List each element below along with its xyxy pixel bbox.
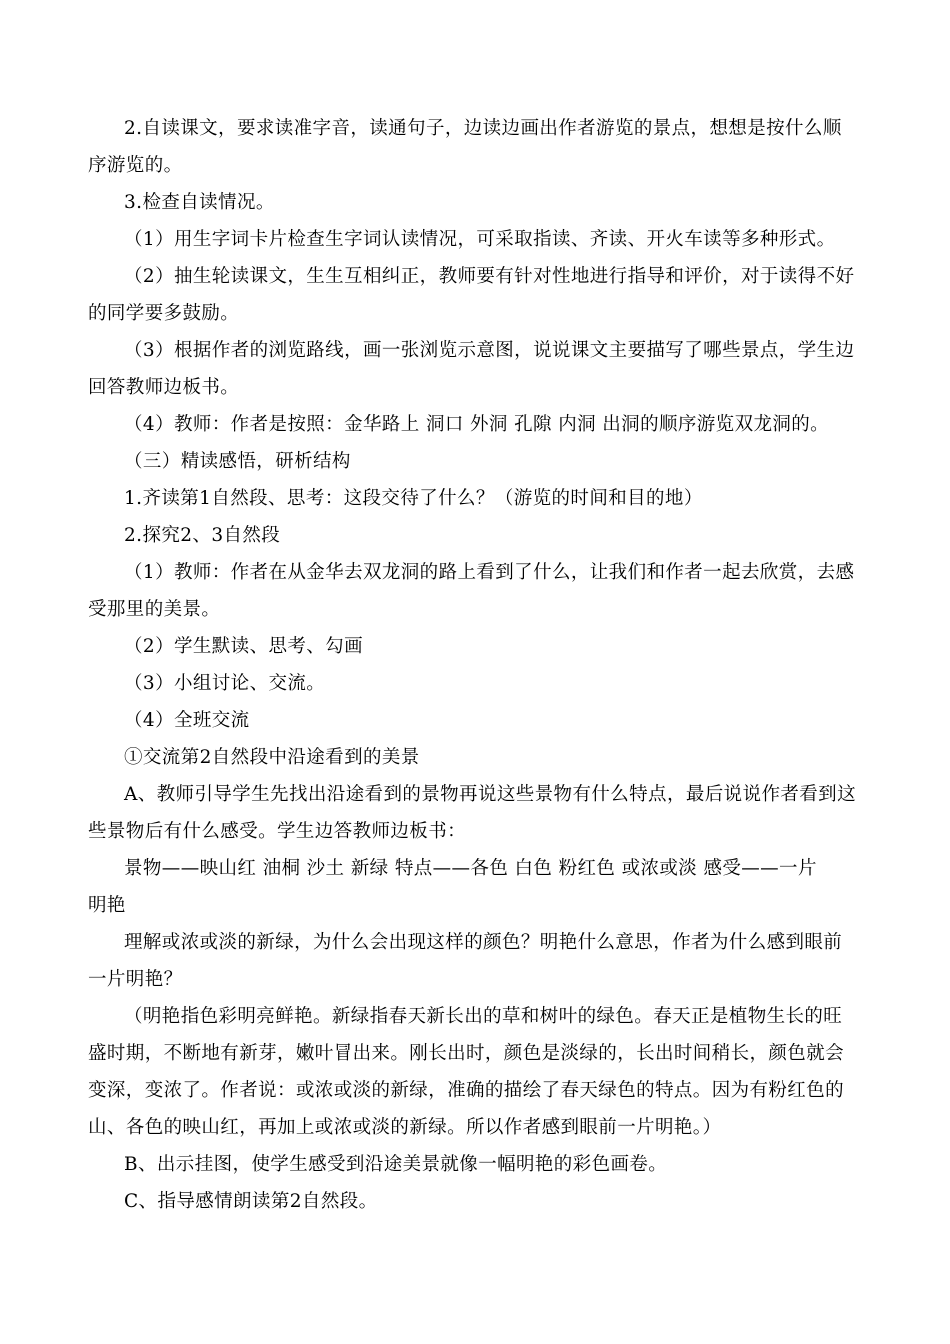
text-line: A、教师引导学生先找出沿途看到的景物再说这些景物有什么特点，最后说说作者看到这 <box>124 784 856 805</box>
text-line: （3）根据作者的浏览路线，画一张浏览示意图，说说课文主要描写了哪些景点，学生边 <box>124 340 855 361</box>
text-line: 盛时期，不断地有新芽，嫩叶冒出来。刚长出时，颜色是淡绿的，长出时间稍长，颜色就会 <box>88 1043 845 1064</box>
text-line: 受那里的美景。 <box>88 599 221 620</box>
text-line: 景物——映山红 油桐 沙土 新绿 特点——各色 白色 粉红色 或浓或淡 感受——一片 <box>124 858 817 879</box>
text-line: （3）小组讨论、交流。 <box>124 673 326 694</box>
text-line: 序游览的。 <box>88 155 183 176</box>
text-line: ①交流第2自然段中沿途看到的美景 <box>124 747 420 768</box>
text-line: 山、各色的映山红，再加上或浓或淡的新绿。所以作者感到眼前一片明艳。） <box>88 1117 722 1138</box>
text-line: （2）抽生轮读课文，生生互相纠正，教师要有针对性地进行指导和评价，对于读得不好 <box>124 266 855 287</box>
text-line: （4）全班交流 <box>124 710 250 731</box>
text-line: 变深，变浓了。作者说：或浓或淡的新绿，准确的描绘了春天绿色的特点。因为有粉红色的 <box>88 1080 845 1101</box>
text-line: 3.检查自读情况。 <box>124 192 275 213</box>
text-line: 的同学要多鼓励。 <box>88 303 240 324</box>
text-line: C、指导感情朗读第2自然段。 <box>124 1191 378 1212</box>
text-line: （4）教师：作者是按照：金华路上 洞口 外洞 孔隙 内洞 出洞的顺序游览双龙洞的。 <box>124 414 830 435</box>
text-line: 2.自读课文，要求读准字音，读通句子，边读边画出作者游览的景点，想想是按什么顺 <box>124 118 842 139</box>
text-line: 2.探究2、3自然段 <box>124 525 281 546</box>
text-line: （1）用生字词卡片检查生字词认读情况，可采取指读、齐读、开火车读等多种形式。 <box>124 229 836 250</box>
text-line: 理解或浓或淡的新绿，为什么会出现这样的颜色？明艳什么意思，作者为什么感到眼前 <box>124 932 843 953</box>
text-line: （1）教师：作者在从金华去双龙洞的路上看到了什么，让我们和作者一起去欣赏，去感 <box>124 562 855 583</box>
text-line: 1.齐读第1自然段、思考：这段交待了什么？（游览的时间和目的地） <box>124 488 703 509</box>
text-line: 明艳 <box>88 895 126 916</box>
text-line: （明艳指色彩明亮鲜艳。新绿指春天新长出的草和树叶的绿色。春天正是植物生长的旺 <box>124 1006 843 1027</box>
text-line: B、出示挂图，使学生感受到沿途美景就像一幅明艳的彩色画卷。 <box>124 1154 668 1175</box>
text-line: 回答教师边板书。 <box>88 377 240 398</box>
text-line: 一片明艳？ <box>88 969 183 990</box>
text-line: （2）学生默读、思考、勾画 <box>124 636 363 657</box>
section-heading: （三）精读感悟，研析结构 <box>124 451 351 472</box>
text-line: 些景物后有什么感受。学生边答教师边板书： <box>88 821 467 842</box>
